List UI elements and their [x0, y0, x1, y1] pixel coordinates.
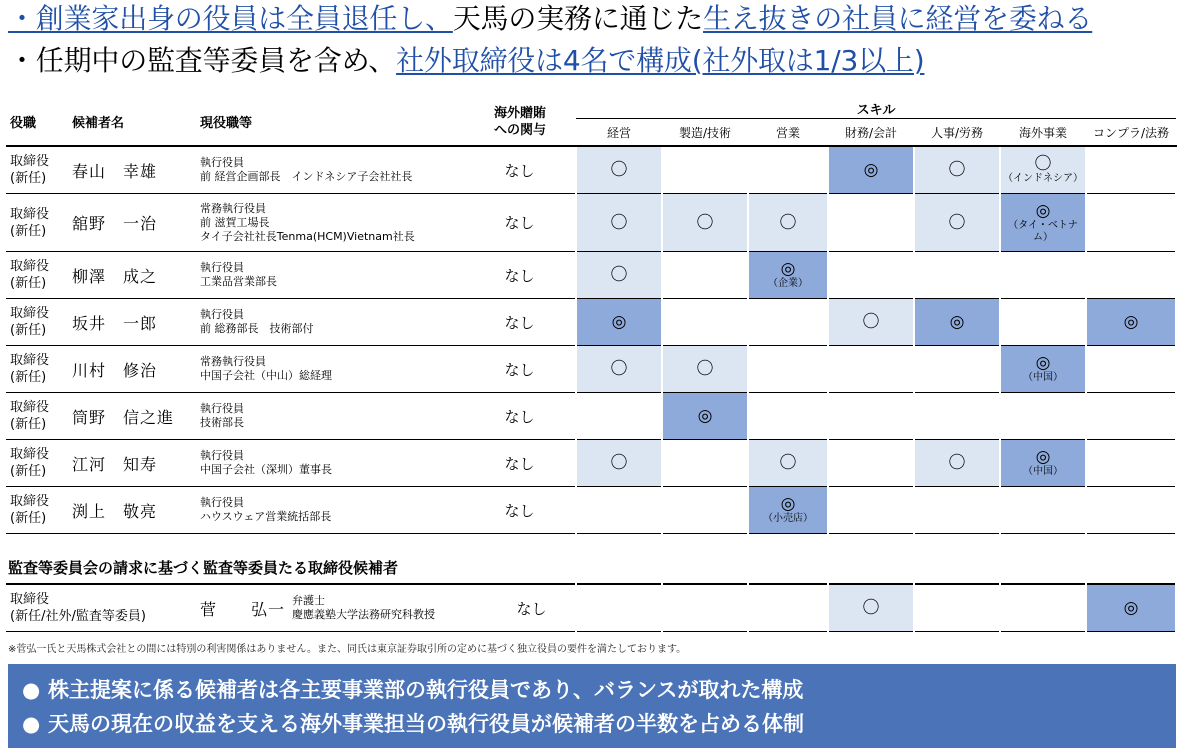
skill-column-header: 財務/会計 [828, 119, 914, 147]
skill-cell [1086, 146, 1176, 194]
position-line: 執行役員 [200, 156, 244, 169]
skill-mark: 〇 [1034, 154, 1052, 174]
overseas-bribery-cell: なし [464, 194, 576, 252]
overseas-bribery-cell: なし [464, 299, 576, 346]
skill-mark: 〇 [696, 212, 714, 233]
skill-note: （インドネシア） [1003, 173, 1083, 184]
banner-item-1 [22, 674, 803, 704]
skill-cell [914, 252, 1000, 299]
position-line: 常務執行役員 [200, 355, 266, 368]
skill-column-header: 営業 [748, 119, 828, 147]
table-row [6, 146, 1176, 194]
position-line: 前 総務部長 技術部付 [200, 322, 314, 335]
skill-cell [1086, 393, 1176, 440]
header-name: 候補者名 [72, 98, 200, 146]
role-cell [6, 440, 72, 487]
role-cell [6, 487, 72, 534]
table-row [6, 346, 1176, 393]
skill-cell [748, 584, 828, 632]
skill-mark: 〇 [779, 212, 797, 233]
skill-cell [576, 393, 662, 440]
headline-2 [8, 44, 924, 78]
skill-mark: ◎ [1123, 598, 1139, 618]
skill-column-header: 製造/技術 [662, 119, 748, 147]
role-cell [6, 252, 72, 299]
position-line: 前 経営企画部長 インドネシア子会社社長 [200, 170, 413, 183]
headline-1-link-b[interactable]: 生え抜きの社員に経営を委ねる [703, 2, 1093, 35]
table-row [6, 440, 1176, 487]
skill-cell [1086, 299, 1176, 346]
skill-mark: 〇 [610, 212, 628, 233]
skill-mark: ◎ [1035, 200, 1051, 221]
headline-2-text: ・任期中の監査等委員を含め、 [8, 44, 397, 77]
skill-cell [914, 194, 1000, 252]
skill-cell [828, 146, 914, 194]
candidate-name: 柳澤 成之 [72, 252, 200, 299]
candidate-name: 川村 修治 [72, 346, 200, 393]
role-line: (新任) [10, 276, 47, 291]
headline-1-link-a[interactable]: ・創業家出身の役員は全員退任し、 [8, 2, 453, 35]
overseas-bribery-cell: なし [464, 487, 576, 534]
skill-cell [576, 252, 662, 299]
skill-cell [828, 440, 914, 487]
skill-mark: ◎ [611, 312, 627, 332]
skill-cell [914, 393, 1000, 440]
skill-cell [1000, 299, 1086, 346]
role-line: (新任) [10, 511, 47, 526]
overseas-bribery-cell: なし [516, 599, 547, 618]
skill-mark: 〇 [779, 453, 797, 473]
skill-cell [576, 440, 662, 487]
position-line: 執行役員 [200, 261, 244, 274]
position-cell [292, 584, 488, 632]
position-cell [200, 299, 464, 346]
audit-candidate-table [6, 583, 1177, 632]
summary-banner [8, 664, 1176, 748]
role-cell [6, 194, 72, 252]
overseas-bribery-cell: なし [464, 393, 576, 440]
skill-cell [748, 194, 828, 252]
headline-1-text: 天馬の実務に通じた [452, 2, 704, 35]
role-line: 取締役 [10, 494, 50, 509]
skill-cell [828, 252, 914, 299]
skill-cell [1000, 146, 1086, 194]
role-cell [6, 393, 72, 440]
overseas-bribery-cell: なし [464, 146, 576, 194]
skill-cell [1000, 346, 1086, 393]
skill-cell [1000, 440, 1086, 487]
role-line: (新任/社外/監査等委員) [10, 609, 146, 624]
skill-cell [828, 584, 914, 632]
position-line: 中国子会社（深圳）董事長 [200, 463, 332, 476]
position-line: 工業品営業部長 [200, 275, 277, 288]
header-role: 役職 [6, 98, 72, 146]
position-line: 執行役員 [200, 402, 244, 415]
skill-cell [1086, 252, 1176, 299]
headline-1 [8, 2, 1092, 36]
skill-note: （企業） [768, 278, 808, 289]
skill-cell [914, 299, 1000, 346]
skill-cell [1086, 346, 1176, 393]
skill-mark: 〇 [610, 359, 628, 379]
skill-column-header: 人事/労務 [914, 119, 1000, 147]
table-row [6, 487, 1176, 534]
skill-mark: 〇 [948, 212, 966, 233]
table-row [6, 393, 1176, 440]
role-line: (新任) [10, 171, 47, 186]
skill-cell [662, 194, 748, 252]
skill-cell [748, 487, 828, 534]
header-overseas: 海外贈賄 への関与 [464, 98, 576, 146]
skill-cell [662, 346, 748, 393]
candidate-name: 春山 幸雄 [72, 146, 200, 194]
position-cell [200, 346, 464, 393]
position-cell [200, 146, 464, 194]
position-cell [200, 440, 464, 487]
skill-cell [662, 584, 748, 632]
skill-cell [914, 440, 1000, 487]
role-line: 取締役 [10, 154, 50, 169]
overseas-bribery-cell: なし [464, 440, 576, 487]
skill-column-header: 経営 [576, 119, 662, 147]
candidate-name: 坂井 一郎 [72, 299, 200, 346]
role-line: 取締役 [10, 353, 50, 368]
position-cell [200, 393, 464, 440]
table-row [6, 584, 1176, 632]
role-cell [6, 346, 72, 393]
position-line: 弁護士 [292, 594, 325, 607]
bullet-icon: ● [22, 712, 41, 736]
skill-cell [662, 146, 748, 194]
skill-cell [662, 487, 748, 534]
skill-note: （中国） [1023, 372, 1063, 383]
skill-mark: ◎ [780, 259, 796, 279]
candidate-name: 舘野 一治 [72, 194, 200, 252]
skill-column-header: 海外事業 [1000, 119, 1086, 147]
role-line: (新任) [10, 323, 47, 338]
skill-note: （小売店） [763, 513, 813, 524]
table-row [6, 194, 1176, 252]
skill-cell [1086, 440, 1176, 487]
skill-cell [1000, 194, 1086, 252]
role-line: (新任) [10, 464, 47, 479]
skill-cell [828, 346, 914, 393]
skill-cell [748, 146, 828, 194]
position-line: ハウスウェア営業統括部長 [200, 510, 332, 523]
skill-cell [576, 346, 662, 393]
role-line: 取締役 [10, 592, 50, 607]
position-line: 中国子会社（中山）総経理 [200, 369, 332, 382]
skill-cell [914, 146, 1000, 194]
skill-cell [1000, 252, 1086, 299]
role-line: 取締役 [10, 306, 50, 321]
skill-mark: 〇 [948, 160, 966, 180]
skill-mark: ◎ [780, 494, 796, 514]
skill-cell [576, 299, 662, 346]
role-cell [6, 584, 200, 632]
position-line: タイ子会社社長Tenma(HCM)Vietnam社長 [200, 229, 415, 243]
skill-cell [576, 584, 662, 632]
skill-cell [748, 393, 828, 440]
skill-mark: ◎ [1035, 353, 1051, 373]
skill-cell [662, 393, 748, 440]
skill-cell [662, 299, 748, 346]
role-line: (新任) [10, 417, 47, 432]
role-line: (新任) [10, 223, 47, 239]
role-line: (新任) [10, 370, 47, 385]
skill-cell [1086, 194, 1176, 252]
skill-cell [748, 252, 828, 299]
candidate-name: 江河 知寿 [72, 440, 200, 487]
position-line: 前 滋賀工場長 [200, 215, 270, 229]
role-line: 取締役 [10, 206, 50, 222]
skill-mark: 〇 [862, 312, 880, 332]
skill-cell [576, 487, 662, 534]
skill-cell [914, 487, 1000, 534]
audit-section-title: 監査等委員会の請求に基づく監査等委員たる取締役候補者 [8, 559, 399, 577]
skill-cell [576, 146, 662, 194]
role-line: 取締役 [10, 400, 50, 415]
skill-note: （タイ・ベトナム） [1008, 219, 1078, 243]
position-line: 執行役員 [200, 496, 244, 509]
overseas-bribery-cell: なし [464, 346, 576, 393]
skill-mark: ◎ [1123, 312, 1139, 332]
candidate-table [6, 98, 1177, 534]
table-row [6, 299, 1176, 346]
skill-cell [748, 299, 828, 346]
skill-mark: 〇 [610, 160, 628, 180]
skill-cell [828, 299, 914, 346]
skill-mark: 〇 [696, 359, 714, 379]
table-row [6, 252, 1176, 299]
candidate-name: 筒野 信之進 [72, 393, 200, 440]
skill-note: （中国） [1023, 466, 1063, 477]
skill-mark: ◎ [697, 406, 713, 426]
header-skills: スキル [576, 98, 1176, 119]
skill-cell [662, 440, 748, 487]
position-line: 技術部長 [200, 416, 244, 429]
banner-item-1-text: 株主提案に係る候補者は各主要事業部の執行役員であり、バランスが取れた構成 [48, 678, 804, 702]
bullet-icon: ● [22, 678, 41, 702]
position-line: 常務執行役員 [200, 201, 266, 215]
skill-mark: 〇 [610, 453, 628, 473]
banner-item-2 [22, 708, 804, 738]
skill-cell [748, 440, 828, 487]
candidate-name: 菅 弘一 [200, 599, 286, 619]
position-cell [200, 194, 464, 252]
skill-cell [1086, 584, 1176, 632]
skill-cell [828, 194, 914, 252]
skill-cell [828, 393, 914, 440]
role-cell [6, 299, 72, 346]
skill-cell [662, 252, 748, 299]
skill-column-header: コンプラ/法務 [1086, 119, 1176, 147]
skill-mark: ◎ [1035, 447, 1051, 467]
skill-mark: 〇 [862, 598, 880, 618]
position-line: 慶應義塾大学法務研究科教授 [292, 608, 435, 621]
position-cell [200, 487, 464, 534]
skill-cell [828, 487, 914, 534]
position-line: 執行役員 [200, 308, 244, 321]
skill-cell [1086, 487, 1176, 534]
skill-cell [748, 346, 828, 393]
skill-cell [914, 346, 1000, 393]
skill-mark: ◎ [949, 312, 965, 332]
skill-cell [914, 584, 1000, 632]
skill-cell [576, 194, 662, 252]
skill-cell [1000, 487, 1086, 534]
headline-2-link[interactable]: 社外取締役は4名で構成(社外取は1/3以上) [396, 44, 925, 77]
role-line: 取締役 [10, 259, 50, 274]
skill-mark: 〇 [948, 453, 966, 473]
banner-item-2-text: 天馬の現在の収益を支える海外事業担当の執行役員が候補者の半数を占める体制 [48, 712, 804, 736]
role-cell [6, 146, 72, 194]
position-cell [200, 252, 464, 299]
footnote: ※菅弘一氏と天馬株式会社との間には特別の利害関係はありません。また、同氏は東京証券取引所の定めに基づく独立役員の要件を満たしております。 [8, 644, 687, 655]
skill-cell [1000, 584, 1086, 632]
candidate-name: 渕上 敬亮 [72, 487, 200, 534]
role-line: 取締役 [10, 447, 50, 462]
overseas-bribery-cell: なし [464, 252, 576, 299]
skill-cell [1000, 393, 1086, 440]
position-line: 執行役員 [200, 449, 244, 462]
skill-mark: ◎ [863, 160, 879, 180]
skill-mark: 〇 [610, 265, 628, 285]
header-position: 現役職等 [200, 98, 464, 146]
